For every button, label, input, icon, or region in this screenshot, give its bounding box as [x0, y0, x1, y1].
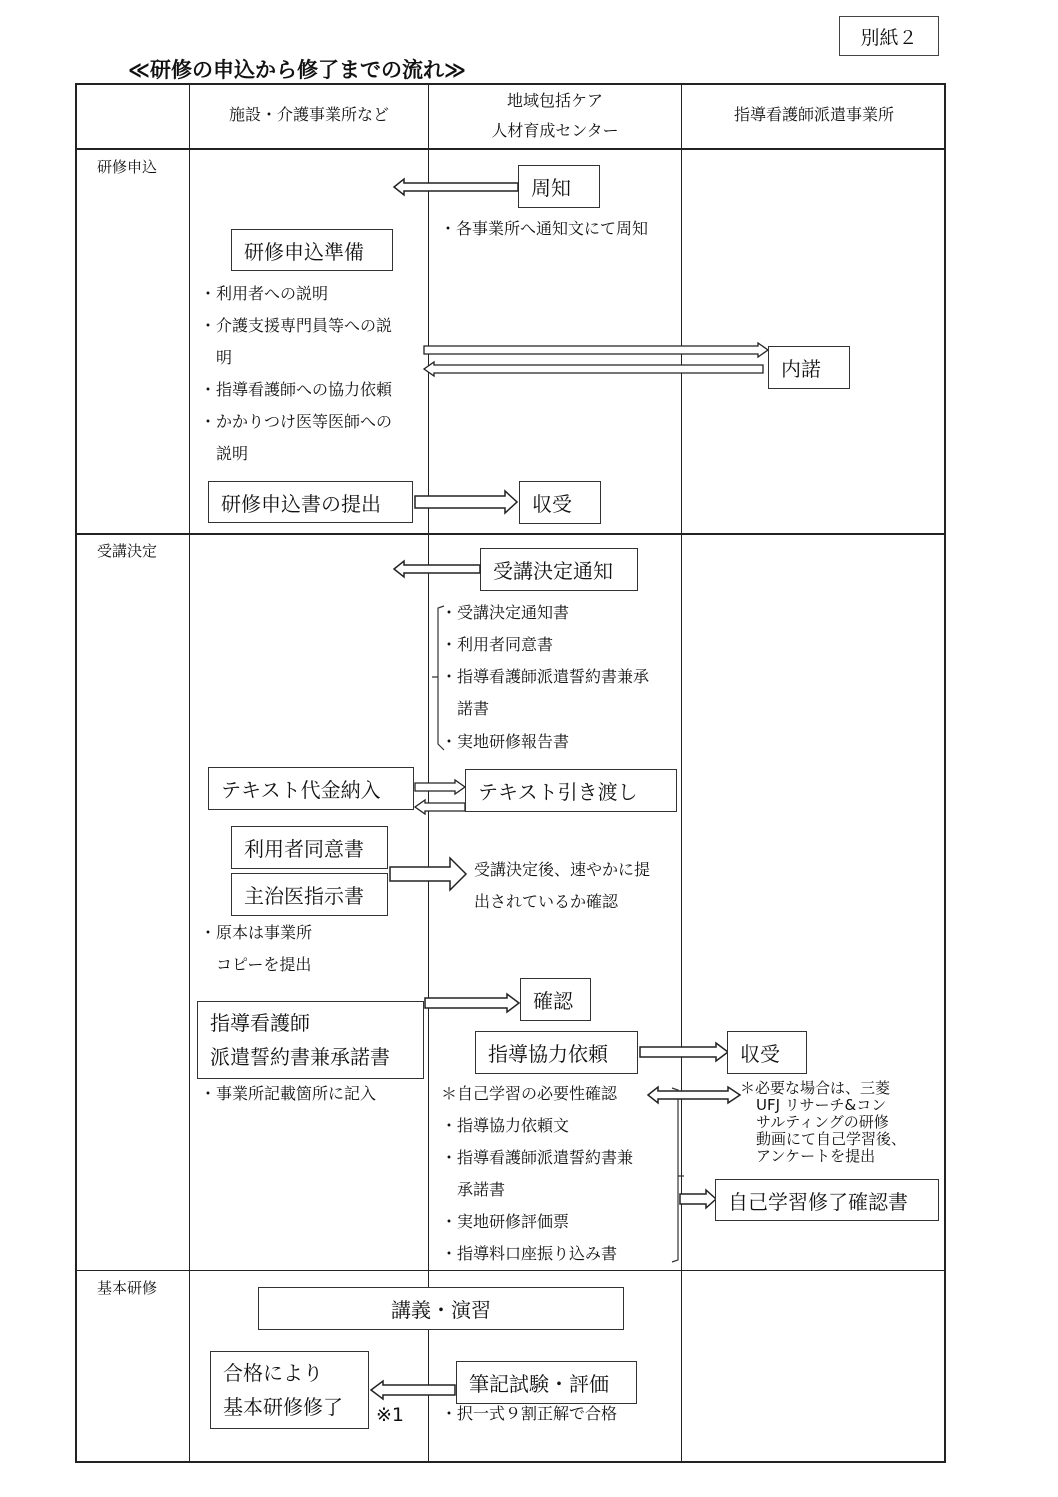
guidance-receive-box: 収受	[727, 1031, 807, 1074]
exam-box: 筆記試験・評価	[456, 1361, 637, 1404]
self-study-completion-box: 自己学習修了確認書	[715, 1179, 939, 1221]
decision-doc-item: 諾書	[441, 699, 490, 718]
submit-application-box: 研修申込書の提出	[208, 481, 413, 523]
doctor-instruction-box: 主治医指示書	[231, 873, 388, 916]
stage-label-basic: 基本研修	[97, 1279, 158, 1297]
col-header-center-line1: 地域包括ケア	[506, 91, 603, 110]
text-payment-box: テキスト代金納入	[208, 767, 414, 810]
self-study-note-line: 動画にて自己学習後、	[756, 1130, 907, 1148]
confirm-note-line1: 受講決定後、速やかに提	[474, 860, 651, 879]
arrow-both-self-study	[646, 1085, 742, 1105]
guidance-doc-item: ・指導協力依頼文	[441, 1116, 570, 1135]
prep-item: ・利用者への説明	[200, 284, 329, 303]
col-divider-1	[189, 83, 190, 1463]
attachment-label: 別紙２	[839, 16, 939, 56]
col-header-nurse-office: 指導看護師派遣事業所	[733, 105, 894, 124]
lecture-box: 講義・演習	[258, 1287, 624, 1330]
row-divider-decision	[75, 533, 946, 535]
col-divider-2	[428, 83, 429, 1463]
arrow-left-notice	[392, 178, 520, 196]
user-consent-box: 利用者同意書	[231, 826, 388, 869]
stage-label-decision: 受講決定	[97, 542, 158, 560]
notice-box: 周知	[518, 165, 600, 208]
guidance-docs-bracket	[670, 1086, 684, 1266]
prep-item: ・介護支援専門員等への説	[200, 316, 393, 335]
pledge-box-line1: 指導看護師	[210, 1011, 310, 1035]
guidance-doc-item: ・実地研修評価票	[441, 1212, 570, 1231]
pass-completion-box	[210, 1351, 369, 1429]
row-divider-basic	[75, 1270, 946, 1271]
decision-doc-item: ・受講決定通知書	[441, 603, 570, 622]
pledge-note: ・事業所記載箇所に記入	[200, 1084, 377, 1103]
page-title: ≪研修の申込から修了までの流れ≫	[128, 58, 466, 82]
guidance-doc-item: ・指導看護師派遣誓約書兼	[441, 1148, 634, 1167]
arrow-right-consent	[422, 343, 772, 357]
decision-notice-box: 受講決定通知	[480, 548, 638, 591]
arrow-left-text	[413, 800, 467, 814]
original-note-line1: ・原本は事業所	[200, 923, 313, 942]
col-header-facility: 施設・介護事業所など	[228, 105, 389, 124]
self-study-note-line: サルティングの研修	[756, 1113, 889, 1131]
arrow-right-pledge	[423, 993, 521, 1013]
text-delivery-box: テキスト引き渡し	[465, 769, 677, 812]
decision-doc-item: ・指導看護師派遣誓約書兼承	[441, 667, 650, 686]
application-prep-box: 研修申込準備	[231, 229, 393, 271]
row-divider-header	[75, 148, 946, 150]
arrow-left-consent	[422, 362, 767, 376]
consent-box: 内諾	[768, 346, 850, 389]
pledge-box	[197, 1001, 424, 1079]
guidance-doc-item: 承諾書	[441, 1180, 506, 1199]
prep-item: 明	[200, 348, 233, 367]
prep-item: 説明	[200, 444, 249, 463]
col-header-center-line2: 人材育成センター	[491, 121, 619, 140]
guidance-doc-item: ・指導料口座振り込み書	[441, 1244, 618, 1263]
stage-label-application: 研修申込	[97, 158, 158, 176]
prep-item: ・指導看護師への協力依頼	[200, 380, 393, 399]
decision-doc-item: ・利用者同意書	[441, 635, 554, 654]
self-study-note-line: ＊必要な場合は、三菱	[740, 1079, 891, 1097]
prep-item: ・かかりつけ医等医師への	[200, 412, 393, 431]
arrow-right-submit	[413, 490, 521, 514]
arrow-right-consent-docs	[388, 857, 470, 891]
arrow-left-decision	[392, 560, 482, 578]
guidance-doc-item: ＊自己学習の必要性確認	[441, 1084, 618, 1103]
decision-doc-item: ・実地研修報告書	[441, 732, 570, 751]
confirm-submission-note	[474, 854, 650, 918]
arrow-left-exam	[369, 1380, 457, 1400]
pass-box-line1: 合格により	[223, 1361, 323, 1385]
pledge-box-line2: 派遣誓約書兼承諾書	[210, 1045, 390, 1069]
original-note-line2: コピーを提出	[200, 955, 312, 974]
exam-note: ・択一式９割正解で合格	[441, 1404, 618, 1423]
pass-box-line2: 基本研修修了	[223, 1395, 343, 1419]
guidance-request-box: 指導協力依頼	[475, 1031, 638, 1074]
arrow-right-self-study	[678, 1189, 718, 1209]
receive-application-box: 収受	[519, 481, 601, 524]
confirm-box: 確認	[520, 978, 591, 1021]
footnote-mark: ※1	[376, 1404, 405, 1426]
confirm-note-line2: 出されているか確認	[474, 892, 619, 911]
original-copy-note	[200, 917, 312, 981]
self-study-note-line: アンケートを提出	[756, 1147, 876, 1165]
arrow-right-text	[413, 780, 467, 794]
notice-note: ・各事業所へ通知文にて周知	[440, 219, 649, 238]
arrow-right-guidance	[638, 1042, 730, 1062]
self-study-note-line: UFJ リサーチ&コン	[756, 1096, 887, 1114]
col-header-center	[429, 86, 681, 146]
